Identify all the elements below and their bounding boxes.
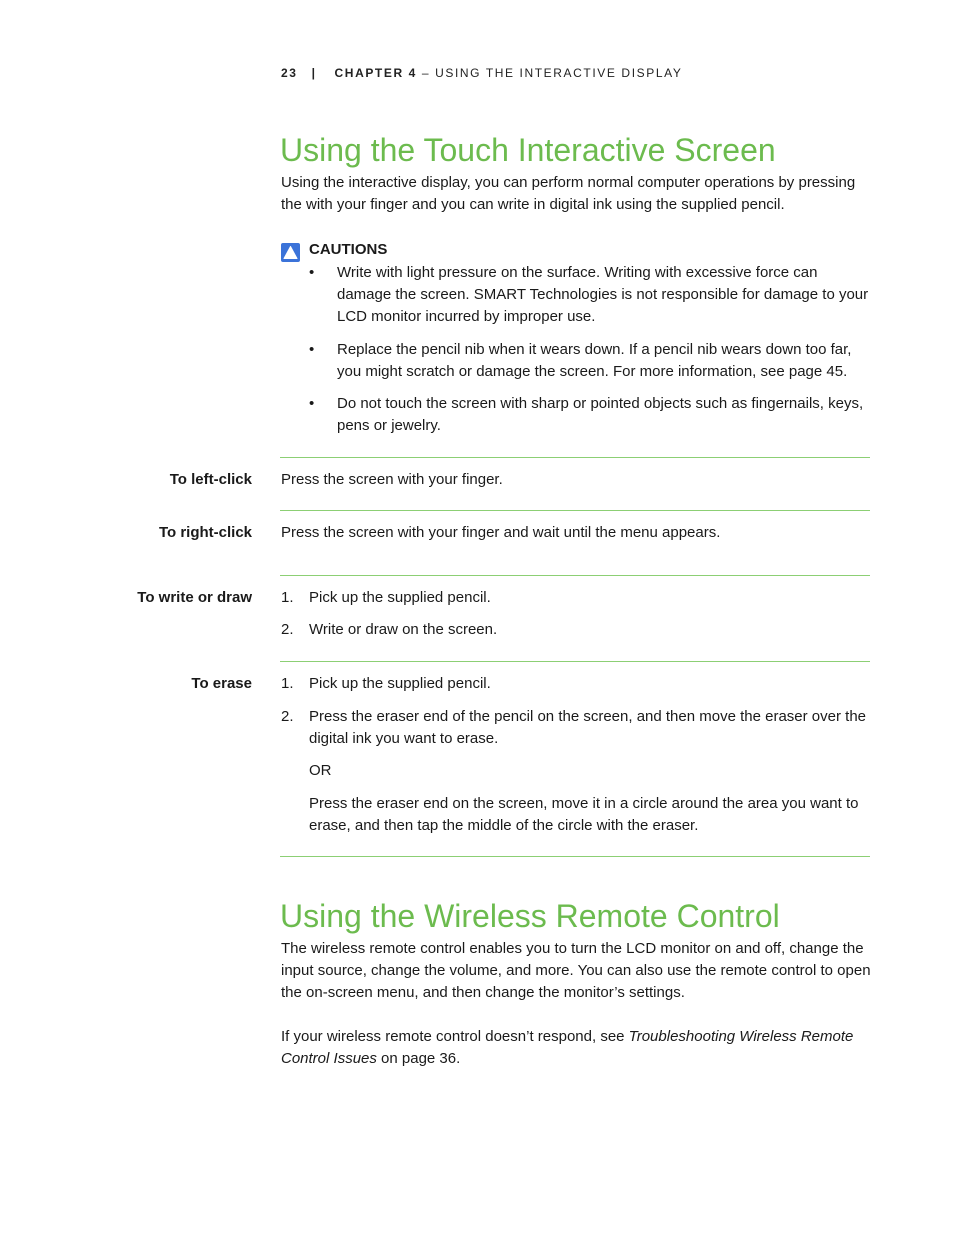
task-text-right-click: Press the screen with your finger and wait until the menu appears. bbox=[281, 524, 721, 541]
bullet-marker: • bbox=[309, 395, 315, 412]
section-divider bbox=[280, 661, 870, 662]
caution-item: Replace the pencil nib when it wears down. If a pencil nib wears down too far, you might scratch or damage the screen. For more information, see page 45. bbox=[337, 341, 852, 380]
section-title-remote: Using the Wireless Remote Control bbox=[280, 898, 780, 934]
section-divider bbox=[280, 575, 870, 576]
section-title-touch: Using the Touch Interactive Screen bbox=[280, 132, 776, 168]
header-separator: | bbox=[311, 66, 317, 80]
step-number: 1. bbox=[281, 675, 294, 692]
step-number: 2. bbox=[281, 621, 294, 638]
task-label-right-click: To right-click bbox=[158, 524, 252, 541]
touch-intro: Using the interactive display, you can perform normal computer operations by pressing the with your finger and you can write in digital ink using the supplied pencil. bbox=[281, 174, 856, 213]
step-text: Pick up the supplied pencil. bbox=[309, 675, 491, 692]
bullet-marker: • bbox=[309, 341, 315, 358]
section-divider bbox=[280, 457, 870, 458]
step-number: 2. bbox=[281, 708, 294, 725]
task-label-left-click: To left-click bbox=[169, 471, 252, 488]
section-divider bbox=[280, 856, 870, 857]
running-header bbox=[281, 66, 682, 80]
caution-triangle-icon bbox=[281, 243, 300, 262]
section-divider bbox=[280, 510, 870, 511]
page-number: 23 bbox=[281, 66, 298, 80]
step-text: Pick up the supplied pencil. bbox=[309, 589, 491, 606]
caution-item: Write with light pressure on the surface. Writing with excessive force can damage the screen. SMART Technologies is not responsible for damage to your LCD monitor incurred by improper use. bbox=[337, 264, 869, 325]
task-label-erase: To erase bbox=[191, 675, 252, 692]
bullet-marker: • bbox=[309, 264, 315, 281]
step-number: 1. bbox=[281, 589, 294, 606]
chapter-title: – USING THE INTERACTIVE DISPLAY bbox=[416, 66, 683, 80]
chapter-number: CHAPTER 4 bbox=[334, 66, 417, 80]
troubleshoot-prefix: If your wireless remote control doesn’t respond, see bbox=[281, 1028, 629, 1045]
step-text: Press the eraser end of the pencil on the screen, and then move the eraser over the digital ink you want to erase. bbox=[309, 708, 866, 747]
remote-troubleshoot bbox=[281, 1026, 871, 1070]
or-separator: OR bbox=[309, 762, 332, 779]
erase-alternative: Press the eraser end on the screen, move it in a circle around the area you want to erase, and then tap the middle of the circle with the eraser. bbox=[309, 795, 859, 834]
task-text-left-click: Press the screen with your finger. bbox=[281, 471, 503, 488]
caution-item: Do not touch the screen with sharp or pointed objects such as fingernails, keys, pens or jewelry. bbox=[337, 395, 864, 434]
step-text: Write or draw on the screen. bbox=[309, 621, 498, 638]
remote-intro: The wireless remote control enables you to turn the LCD monitor on and off, change the input source, change the volume, and more. You can also use the remote control to open the on-screen menu, and then change the monitor’s settings. bbox=[281, 940, 871, 1001]
troubleshoot-suffix: on page 36. bbox=[376, 1050, 461, 1067]
cautions-heading: CAUTIONS bbox=[309, 241, 388, 258]
task-label-write: To write or draw bbox=[137, 589, 252, 606]
troubleshoot-link[interactable]: Troubleshooting Wireless Remote Control Issues bbox=[281, 1028, 854, 1067]
